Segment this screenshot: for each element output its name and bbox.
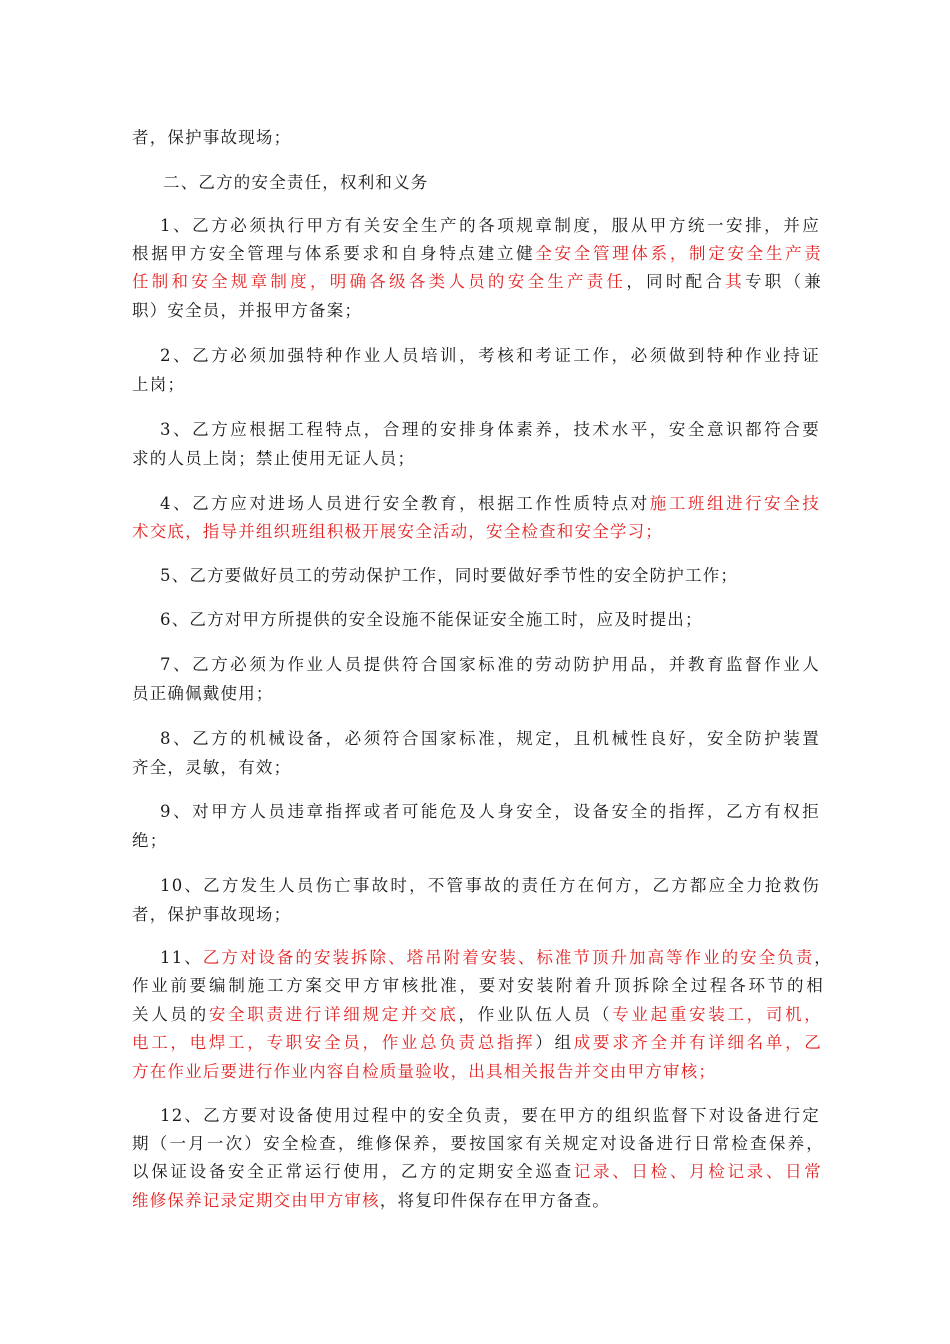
text-line [160,653,820,677]
text-segment: ，作业队伍人员（ [458,1005,613,1024]
text-line [132,520,822,544]
text-line [132,270,822,294]
text-segment: 者，保护事故现场； [132,128,292,147]
text-line [160,492,820,516]
text-segment: 1、乙方必须执行甲方有关安全生产的各项规章制度，服从甲方统一安排，并应 [160,216,820,235]
text-segment: 员正确佩戴使用； [132,684,274,703]
text-segment: 6、乙方对甲方所提供的安全设施不能保证安全施工时，应及时提出； [160,610,703,629]
text-line [132,1060,822,1084]
text-line [132,299,822,323]
text-segment: 绝； [132,831,168,850]
text-segment: ）组 [535,1033,574,1052]
text-line [132,903,822,927]
text-line [132,829,822,853]
text-line [160,727,820,751]
text-line [160,344,820,368]
text-line [132,682,822,706]
text-segment: 根据甲方安全管理与体系要求和自身特点建立健 [132,244,536,263]
text-line [132,126,822,150]
text-segment: 作业前要编制施工方案交甲方审核批准，要对安装附着升顶拆除全过程各环节的相 [132,976,824,995]
text-segment: 8、乙方的机械设备，必须符合国家标准，规定，且机械性良好，安全防护装置 [160,729,820,748]
section-heading [163,171,853,195]
text-segment: 7、乙方必须为作业人员提供符合国家标准的劳动防护用品，并教育监督作业人 [160,655,820,674]
text-segment: 者，保护事故现场； [132,905,292,924]
text-line [160,946,832,970]
highlighted-text: 记录、日检、月检记录、日常 [573,1162,822,1181]
text-segment: 关人员的 [132,1005,209,1024]
highlighted-text: 乙方对设备的安装拆除、塔吊附着安装、标准节顶升加高等作业的安全负责 [202,948,815,967]
text-line [160,418,820,442]
text-segment: 5、乙方要做好员工的劳动保护工作，同时要做好季节性的安全防护工作； [160,566,739,585]
highlighted-text: 专业起重安装工，司机， [612,1005,822,1024]
highlighted-text: 电工，电焊工，专职安全员，作业总负责总指挥 [132,1033,536,1052]
highlighted-text: 任制和安全规章制度，明确各级各类人员的安全生产责任 [132,272,627,291]
text-segment: 2、乙方必须加强特种作业人员培训，考核和考证工作，必须做到特种作业持证 [160,346,820,365]
highlighted-text: 维修保养记录定期交由甲方审核 [132,1191,380,1210]
text-line [132,756,822,780]
highlighted-text: 全安全管理体系，制定安全生产责 [535,244,823,263]
highlighted-text: 其 [725,272,745,291]
text-line [132,1031,822,1055]
text-line [160,564,850,588]
text-line [132,1189,822,1213]
highlighted-text: 施工班组进行安全技 [649,494,820,513]
text-segment: 以保证设备安全正常运行使用，乙方的定期安全巡查 [132,1162,574,1181]
text-line [132,1003,822,1027]
text-segment: ，同时配合 [626,272,726,291]
text-segment: 12、乙方要对设备使用过程中的安全负责，要在甲方的组织监督下对设备进行定 [160,1106,820,1125]
text-segment: ， [814,948,832,967]
text-segment: 4、乙方应对进场人员进行安全教育，根据工作性质特点对 [160,494,650,513]
text-segment: 9、对甲方人员违章指挥或者可能危及人身安全，设备安全的指挥，乙方有权拒 [160,802,820,821]
text-segment: 3、乙方应根据工程特点，合理的安排身体素养，技术水平，安全意识都符合要 [160,420,820,439]
text-segment: 期（一月一次）安全检查，维修保养，要按国家有关规定对设备进行日常检查保养， [132,1134,824,1153]
highlighted-text: 成要求齐全并有详细名单，乙 [573,1033,822,1052]
text-line [132,447,822,471]
text-segment: 10、乙方发生人员伤亡事故时，不管事故的责任方在何方，乙方都应全力抢救伤 [160,876,820,895]
text-line [132,242,822,266]
text-segment: 职）安全员，并报甲方备案； [132,301,363,320]
text-line [160,608,850,632]
text-line [160,1104,820,1128]
text-line [132,373,822,397]
text-line [160,874,820,898]
text-line [132,1132,824,1156]
text-segment: 上岗； [132,375,186,394]
text-line [132,1160,822,1184]
highlighted-text: 安全职责进行详细规定并交底 [208,1005,459,1024]
highlighted-text: 术交底，指导并组织班组积极开展安全活动，安全检查和安全学习； [132,522,663,541]
text-line [160,800,820,824]
text-segment: 专职（兼 [744,272,823,291]
text-segment: 求的人员上岗；禁止使用无证人员； [132,449,416,468]
text-segment: 齐全，灵敏，有效； [132,758,292,777]
text-segment: 二、乙方的安全责任，权利和义务 [163,173,429,192]
text-segment: ，将复印件保存在甲方备查。 [379,1191,610,1210]
text-line [132,974,824,998]
text-line [160,214,820,238]
text-segment: 11、 [160,948,203,967]
highlighted-text: 方在作业后要进行作业内容自检质量验收，出具相关报告并交由甲方审核； [132,1062,717,1081]
